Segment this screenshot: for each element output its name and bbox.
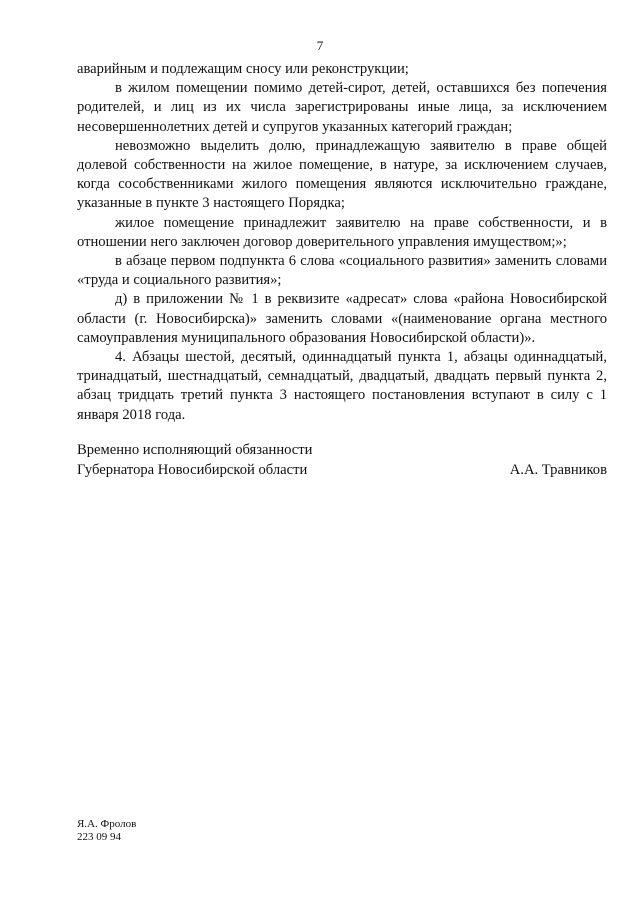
paragraph: д) в приложении № 1 в реквизите «адресат» слова «района Новосибирской области (г. Новосибирска)» заменить словами «(наименование органа местного самоуправления муниципального образования Новосибирской области)». — [77, 291, 607, 346]
paragraph: жилое помещение принадлежит заявителю на праве собственности, и в отношении него заключен договор доверительного управления имуществом;»; — [77, 214, 607, 250]
paragraph: в жилом помещении помимо детей-сирот, детей, оставшихся без попечения родителей, и лиц из их числа зарегистрированы иные лица, за исключением несовершеннолетних детей и супругов указанных категорий граждан; — [77, 80, 607, 135]
executor-phone: 223 09 94 — [77, 831, 121, 843]
executor-info — [77, 818, 136, 844]
executor-name: Я.А. Фролов — [77, 818, 137, 830]
paragraph: в абзаце первом подпункта 6 слова «социального развития» заменить словами «труда и социального развития»; — [77, 253, 607, 289]
signatory-position-line-1: Временно исполняющий обязанности — [77, 442, 313, 458]
paragraph: невозможно выделить долю, принадлежащую заявителю в праве общей долевой собственности на жилое помещение, в натуре, за исключением случаев, когда сособственниками жилого помещения являются исключительно граждане, указанные в пункте 3 настоящего Порядка; — [77, 137, 607, 212]
signature-block — [77, 441, 607, 480]
signatory-name: А.А. Травников — [509, 461, 607, 478]
page-number: 7 — [316, 38, 324, 53]
paragraph: 4. Абзацы шестой, десятый, одиннадцатый пункта 1, абзацы одиннадцатый, тринадцатый, шестнадцатый, семнадцатый, двадцатый, двадцать первый пункта 2, абзац тридцать третий пункта 3 настоящего постановления вступают в силу с 1 января 2018 года. — [77, 349, 607, 423]
signatory-position-line-2: Губернатора Новосибирской области — [77, 461, 308, 478]
paragraph: аварийным и подлежащим сносу или реконструкции; — [77, 61, 409, 77]
document-body — [77, 60, 607, 425]
